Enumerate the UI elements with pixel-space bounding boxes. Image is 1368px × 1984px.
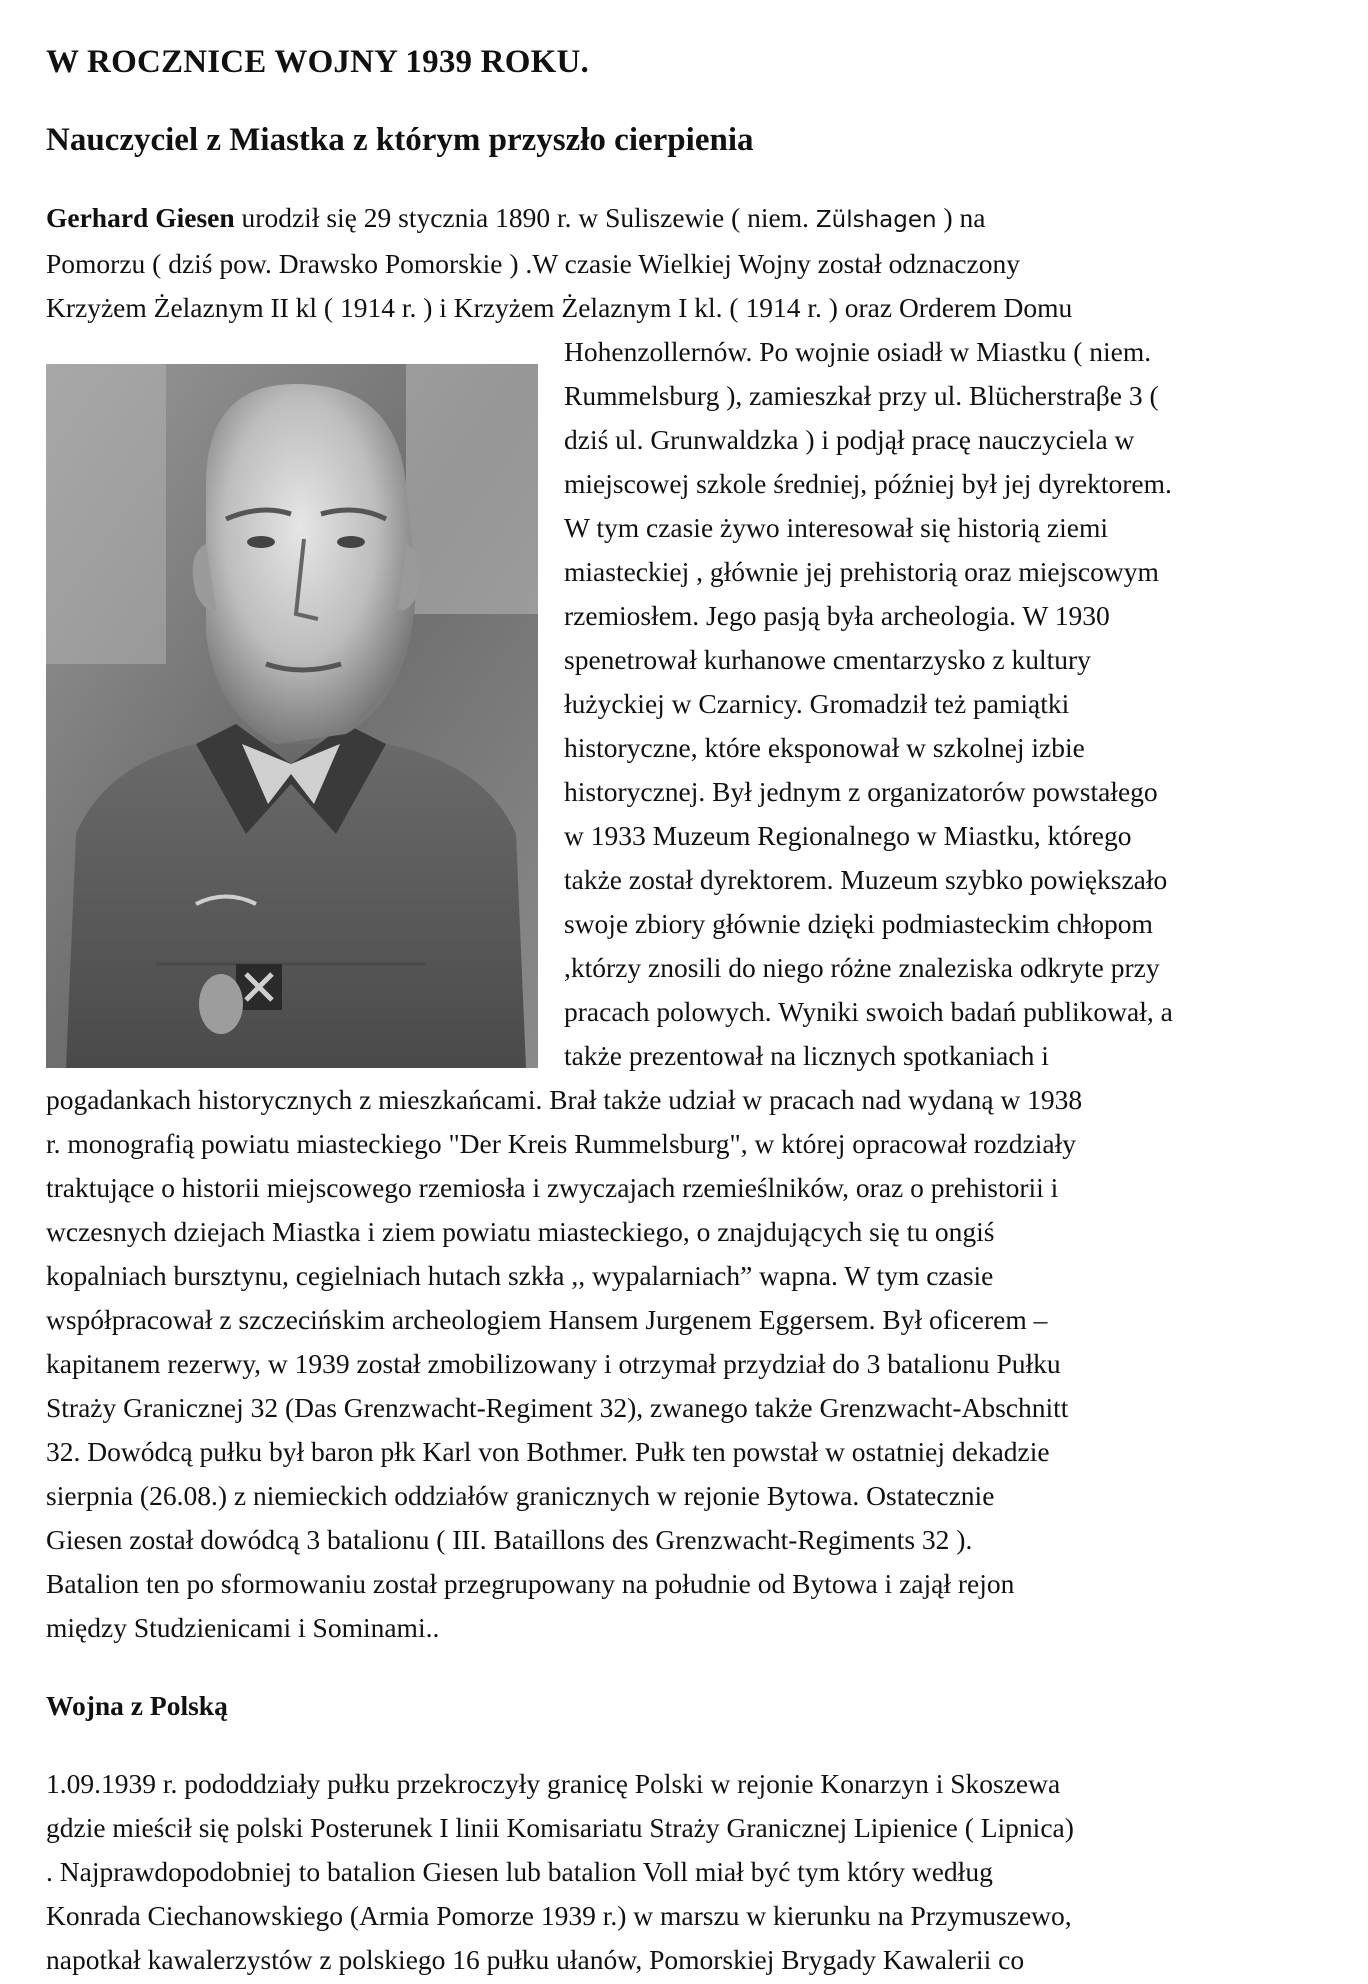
section-line: 1.09.1939 r. pododdziały pułku przekroczyły granicę Polski w rejonie Konarzyn i Skoszewa <box>46 1768 1061 1799</box>
body-line: kapitanem rezerwy, w 1939 został zmobilizowany i otrzymał przydział do 3 batalionu Pułku <box>46 1348 1061 1379</box>
body-line: pogadankach historycznych z mieszkańcami. Brał także udział w pracach nad wydaną w 1938 <box>46 1084 1083 1115</box>
intro-text-b: ) na <box>936 202 986 233</box>
section-line: napotkał kawalerzystów z polskiego 16 pułku ułanów, Pomorskiej Brygady Kawalerii co <box>46 1944 1025 1975</box>
wrapped-line: Hohenzollernów. Po wojnie osiadł w Miastku ( niem. <box>564 336 1152 367</box>
wrapped-line: rzemiosłem. Jego pasją była archeologia. W 1930 <box>564 600 1110 631</box>
intro-line: Krzyżem Żelaznym II kl ( 1914 r. ) i Krzyżem Żelaznym I kl. ( 1914 r. ) oraz Orderem Domu <box>46 292 1073 323</box>
wrapped-line: także został dyrektorem. Muzeum szybko powiększało <box>564 864 1168 895</box>
person-name: Gerhard Giesen <box>46 202 235 233</box>
wrapped-line: miejscowej szkole średniej, później był jej dyrektorem. <box>564 468 1172 499</box>
intro-german-name: Zülshagen <box>815 207 937 233</box>
intro-text-a: urodził się 29 stycznia 1890 r. w Suliszewie ( niem. <box>234 202 816 233</box>
section-heading: Wojna z Polską <box>46 1690 228 1721</box>
body-line: Batalion ten po sformowaniu został przegrupowany na południe od Bytowa i zajął rejon <box>46 1568 1015 1599</box>
body-line: współpracował z szczecińskim archeologiem Hansem Jurgenem Eggersem. Był oficerem – <box>46 1304 1048 1335</box>
section-line: . Najprawdopodobniej to batalion Giesen lub batalion Voll miał być tym który według <box>46 1856 993 1887</box>
body-line: sierpnia (26.08.) z niemieckich oddziałów granicznych w rejonie Bytowa. Ostatecznie <box>46 1480 995 1511</box>
section-line: gdzie mieścił się polski Posterunek I linii Komisariatu Straży Granicznej Lipienice ( Lipnica) <box>46 1812 1074 1843</box>
wrapped-line: spenetrował kurhanowe cmentarzysko z kultury <box>564 644 1091 675</box>
section-body <box>46 1762 1322 1982</box>
article-body <box>46 196 1322 1650</box>
wrapped-line: miasteckiej , głównie jej prehistorią oraz miejscowym <box>564 556 1159 587</box>
section-line: Konrada Ciechanowskiego (Armia Pomorze 1939 r.) w marszu w kierunku na Przymuszewo, <box>46 1900 1072 1931</box>
wrapped-line: swoje zbiory głównie dzięki podmiasteckim chłopom <box>564 908 1153 939</box>
wrapped-line: dziś ul. Grunwaldzka ) i podjął pracę nauczyciela w <box>564 424 1135 455</box>
body-line: kopalniach bursztynu, cegielniach hutach szkła ,, wypalarniach” wapna. W tym czasie <box>46 1260 994 1291</box>
wrapped-line: historyczne, które eksponował w szkolnej izbie <box>564 732 1085 763</box>
body-line: wczesnych dziejach Miastka i ziem powiatu miasteckiego, o znajdujących się tu ongiś <box>46 1216 995 1247</box>
wrapped-line: w 1933 Muzeum Regionalnego w Miastku, którego <box>564 820 1132 851</box>
document-page <box>46 40 1322 1982</box>
body-line: r. monografią powiatu miasteckiego "Der Kreis Rummelsburg", w której opracował rozdziały <box>46 1128 1076 1159</box>
body-line: 32. Dowódcą pułku był baron płk Karl von Bothmer. Pułk ten powstał w ostatniej dekadzie <box>46 1436 1050 1467</box>
wrapped-line: ,którzy znosili do niego różne znaleziska odkryte przy <box>564 952 1160 983</box>
body-line: traktujące o historii miejscowego rzemiosła i zwyczajach rzemieślników, oraz o prehistorii i <box>46 1172 1059 1203</box>
body-line: Straży Granicznej 32 (Das Grenzwacht-Regiment 32), zwanego także Grenzwacht-Abschnitt <box>46 1392 1069 1423</box>
document-subtitle: Nauczyciel z Miastka z którym przyszło cierpienia <box>46 122 754 158</box>
intro-line <box>46 196 1322 242</box>
wrapped-line: Rummelsburg ), zamieszkał przy ul. Blücherstraβe 3 ( <box>564 380 1159 411</box>
wrapped-line: łużyckiej w Czarnicy. Gromadził też pamiątki <box>564 688 1070 719</box>
wrapped-line: W tym czasie żywo interesował się historią ziemi <box>564 512 1108 543</box>
body-line: Giesen został dowódcą 3 batalionu ( III. Bataillons des Grenzwacht-Regiments 32 ). <box>46 1524 973 1555</box>
body-line: między Studzienicami i Sominami.. <box>46 1612 440 1643</box>
wrapped-line: także prezentował na licznych spotkaniach i <box>564 1040 1049 1071</box>
document-title: W ROCZNICE WOJNY 1939 ROKU. <box>46 44 589 80</box>
wrapped-line: pracach polowych. Wyniki swoich badań publikował, a <box>564 996 1173 1027</box>
wrapped-line: historycznej. Był jednym z organizatorów powstałego <box>564 776 1158 807</box>
intro-line: Pomorzu ( dziś pow. Drawsko Pomorskie ) .W czasie Wielkiej Wojny został odznaczony <box>46 248 1020 279</box>
